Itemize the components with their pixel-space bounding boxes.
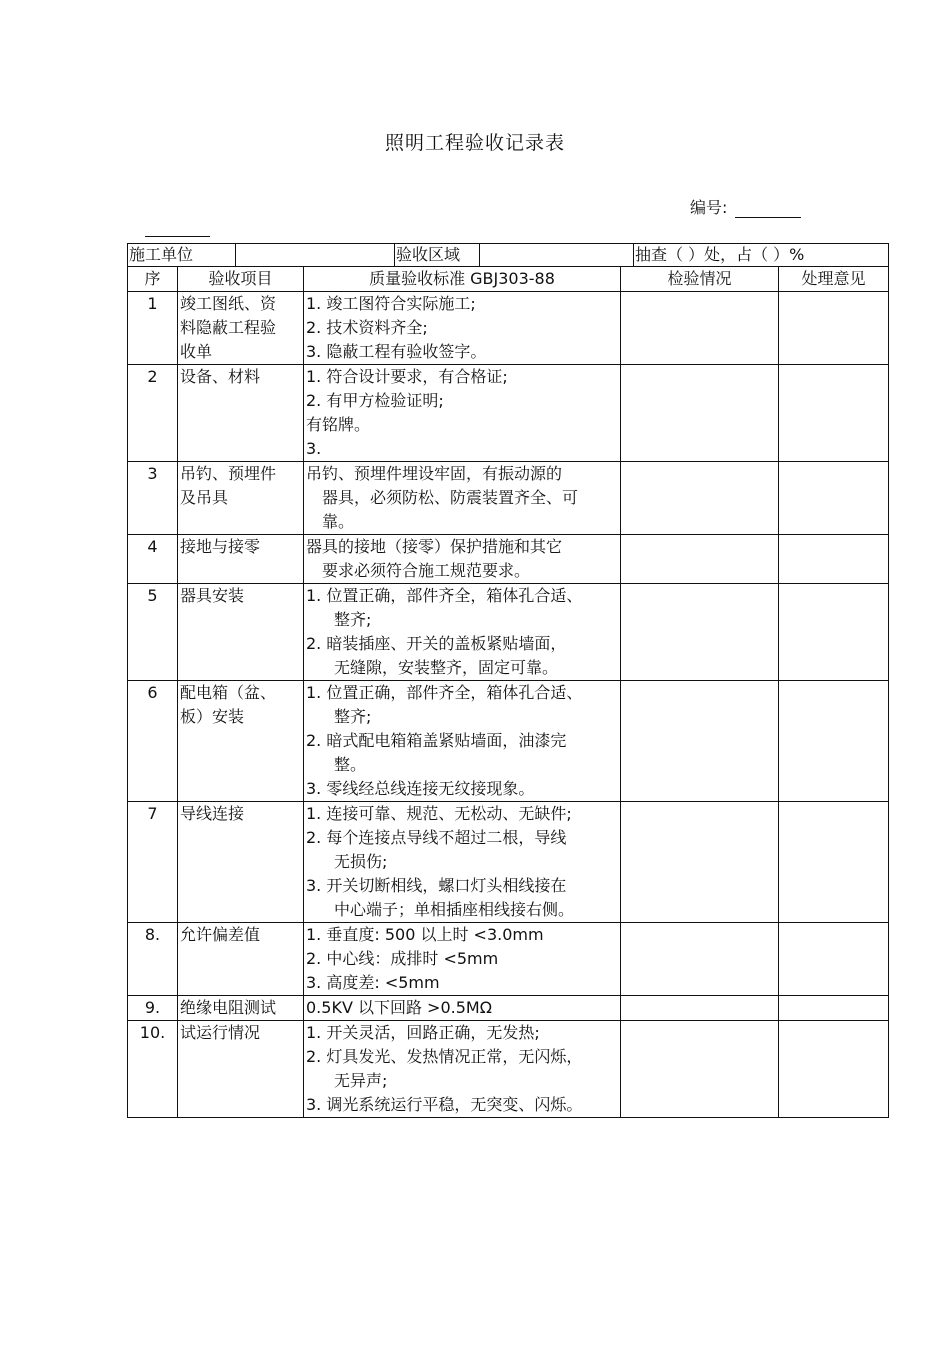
header-item: 验收项目 <box>178 267 304 292</box>
row-item <box>178 535 304 584</box>
item-line: 竣工图纸、资 <box>180 294 277 313</box>
standard-line: 2. 技术资料齐全; <box>306 318 428 337</box>
row-standard <box>304 584 621 681</box>
row-opinion[interactable] <box>779 365 889 462</box>
header-standard: 质量验收标准 GBJ303-88 <box>304 267 621 292</box>
table-row <box>128 535 889 584</box>
standard-line: 整齐; <box>334 610 372 629</box>
row-seq: 10. <box>128 1021 178 1118</box>
standard-line: 3. 开关切断相线，螺口灯头相线接在 <box>306 876 567 895</box>
standard-line: 1. 符合设计要求，有合格证; <box>306 367 508 386</box>
standard-line: 1. 连接可靠、规范、无松动、无缺件; <box>306 804 572 823</box>
standard-line: 器具，必须防松、防震装置齐全、可 <box>322 488 579 507</box>
standard-line: 有铭牌。 <box>306 415 371 434</box>
row-item <box>178 996 304 1021</box>
record-number-blank[interactable] <box>735 199 801 218</box>
row-item <box>178 584 304 681</box>
table-row <box>128 1021 889 1118</box>
standard-line: 2. 暗式配电箱箱盖紧贴墙面，油漆完 <box>306 731 567 750</box>
header-check: 检验情况 <box>621 267 779 292</box>
row-opinion[interactable] <box>779 802 889 923</box>
table-row <box>128 802 889 923</box>
standard-line: 靠。 <box>322 512 355 531</box>
standard-line: 3. <box>306 439 322 458</box>
standard-line: 2. 暗装插座、开关的盖板紧贴墙面， <box>306 634 567 653</box>
row-opinion[interactable] <box>779 462 889 535</box>
standard-line: 2. 每个连接点导线不超过二根，导线 <box>306 828 567 847</box>
row-opinion[interactable] <box>779 584 889 681</box>
row-standard <box>304 292 621 365</box>
item-line: 设备、材料 <box>180 367 261 386</box>
row-check-result[interactable] <box>621 923 779 996</box>
item-line: 接地与接零 <box>180 537 261 556</box>
header-seq: 序 <box>128 267 178 292</box>
inspection-table <box>127 243 889 1118</box>
record-number <box>690 195 801 218</box>
standard-line: 中心端子；单相插座相线接右侧。 <box>334 900 575 919</box>
item-line: 及吊具 <box>180 488 229 507</box>
row-seq: 2 <box>128 365 178 462</box>
standard-line: 1. 开关灵活，回路正确，无发热; <box>306 1023 540 1042</box>
standard-line: 2. 灯具发光、发热情况正常，无闪烁， <box>306 1047 583 1066</box>
row-check-result[interactable] <box>621 802 779 923</box>
row-standard <box>304 802 621 923</box>
standard-line: 2. 有甲方检验证明; <box>306 391 444 410</box>
item-line: 允许偏差值 <box>180 925 261 944</box>
row-opinion[interactable] <box>779 996 889 1021</box>
row-check-result[interactable] <box>621 462 779 535</box>
row-check-result[interactable] <box>621 996 779 1021</box>
row-seq: 3 <box>128 462 178 535</box>
header-opinion: 处理意见 <box>779 267 889 292</box>
table-row <box>128 462 889 535</box>
item-line: 绝缘电阻测试 <box>180 998 277 1017</box>
standard-line: 3. 调光系统运行平稳，无突变、闪烁。 <box>306 1095 583 1114</box>
row-opinion[interactable] <box>779 923 889 996</box>
row-standard <box>304 1021 621 1118</box>
standard-line: 无缝隙，安装整齐，固定可靠。 <box>334 658 559 677</box>
table-row <box>128 365 889 462</box>
item-line: 导线连接 <box>180 804 245 823</box>
row-item <box>178 292 304 365</box>
row-standard <box>304 996 621 1021</box>
table-row <box>128 584 889 681</box>
standard-line: 3. 高度差: <5mm <box>306 973 440 992</box>
row-seq: 8. <box>128 923 178 996</box>
row-check-result[interactable] <box>621 535 779 584</box>
row-seq: 1 <box>128 292 178 365</box>
row-item <box>178 462 304 535</box>
row-seq: 9. <box>128 996 178 1021</box>
row-item <box>178 681 304 802</box>
standard-line: 要求必须符合施工规范要求。 <box>322 561 531 580</box>
standard-line: 1. 位置正确，部件齐全，箱体孔合适、 <box>306 586 583 605</box>
standard-line: 2. 中心线：成排时 <5mm <box>306 949 499 968</box>
row-item <box>178 802 304 923</box>
item-line: 收单 <box>180 342 213 361</box>
row-seq: 6 <box>128 681 178 802</box>
table-row <box>128 923 889 996</box>
standard-line: 整齐; <box>334 707 372 726</box>
item-line: 试运行情况 <box>180 1023 261 1042</box>
row-seq: 4 <box>128 535 178 584</box>
row-seq: 7 <box>128 802 178 923</box>
standard-line: 整。 <box>334 755 367 774</box>
row-standard <box>304 365 621 462</box>
row-seq: 5 <box>128 584 178 681</box>
row-check-result[interactable] <box>621 292 779 365</box>
unit-label: 施工单位 <box>128 244 236 266</box>
row-standard <box>304 923 621 996</box>
page-title: 照明工程验收记录表 <box>384 132 565 154</box>
item-line: 吊钓、预埋件 <box>180 464 277 483</box>
area-label: 验收区域 <box>395 244 480 266</box>
item-line: 料隐蔽工程验 <box>180 318 277 337</box>
info-row <box>128 244 889 267</box>
table-row <box>128 681 889 802</box>
standard-line: 3. 隐蔽工程有验收签字。 <box>306 342 487 361</box>
header-row <box>128 267 889 292</box>
row-standard <box>304 462 621 535</box>
table-row <box>128 292 889 365</box>
standard-line: 3. 零线经总线连接无纹接现象。 <box>306 779 535 798</box>
standard-line: 无异声; <box>334 1071 388 1090</box>
table-row <box>128 996 889 1021</box>
standard-line: 0.5KV 以下回路 >0.5MΩ <box>306 998 492 1017</box>
row-item <box>178 923 304 996</box>
area-value[interactable] <box>480 244 634 266</box>
row-item <box>178 1021 304 1118</box>
standard-line: 器具的接地（接零）保护措施和其它 <box>306 537 563 556</box>
standard-line: 1. 竣工图符合实际施工; <box>306 294 476 313</box>
item-line: 配电箱（盆、 <box>180 683 277 702</box>
standard-line: 1. 垂直度: 500 以上时 <3.0mm <box>306 925 544 944</box>
item-line: 器具安装 <box>180 586 245 605</box>
row-opinion[interactable] <box>779 292 889 365</box>
standard-line: 1. 位置正确，部件齐全，箱体孔合适、 <box>306 683 583 702</box>
row-opinion[interactable] <box>779 681 889 802</box>
row-standard <box>304 681 621 802</box>
divider-line <box>145 236 210 237</box>
row-standard <box>304 535 621 584</box>
row-check-result[interactable] <box>621 1021 779 1118</box>
row-check-result[interactable] <box>621 681 779 802</box>
row-check-result[interactable] <box>621 365 779 462</box>
record-number-label: 编号: <box>690 198 728 217</box>
row-opinion[interactable] <box>779 535 889 584</box>
sampling-text: 抽查（ ）处，占（ ）% <box>635 245 805 264</box>
standard-line: 无损伤; <box>334 852 388 871</box>
item-line: 板）安装 <box>180 707 245 726</box>
unit-value[interactable] <box>236 244 395 266</box>
row-item <box>178 365 304 462</box>
row-check-result[interactable] <box>621 584 779 681</box>
row-opinion[interactable] <box>779 1021 889 1118</box>
standard-line: 吊钓、预埋件埋设牢固，有振动源的 <box>306 464 563 483</box>
